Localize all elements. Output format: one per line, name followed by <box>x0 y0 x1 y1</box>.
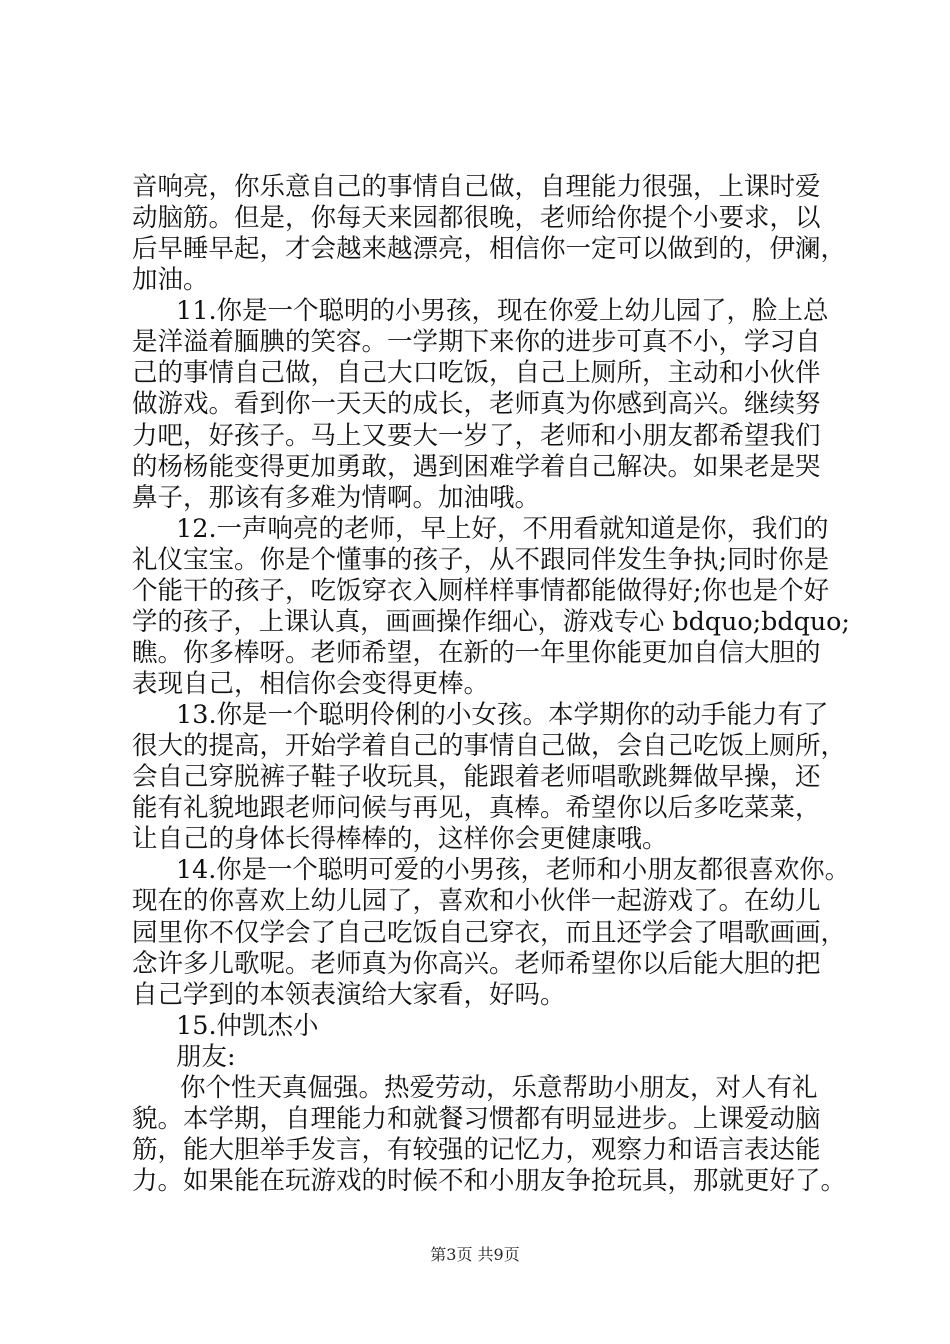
text-line: 个能干的孩子，吃饭穿衣入厕样样事情都能做得好;你也是个好 <box>132 576 830 606</box>
text-line: 做游戏。看到你一天天的成长，老师真为你感到高兴。继续努 <box>132 389 821 419</box>
text-line: 能有礼貌地跟老师问候与再见，真棒。希望你以后多吃菜菜， <box>132 793 821 823</box>
text-line: 朋友: <box>176 1042 236 1072</box>
text-line: 后早睡早起，才会越来越漂亮，相信你一定可以做到的，伊澜， <box>132 234 847 264</box>
text-line: 瞧。你多棒呀。老师希望，在新的一年里你能更加自信大胆的 <box>132 638 821 668</box>
text-line: 你个性天真倔强。热爱劳动，乐意帮助小朋友，对人有礼 <box>180 1073 818 1103</box>
text-line: 14.你是一个聪明可爱的小男孩，老师和小朋友都很喜欢你。 <box>176 855 850 885</box>
text-line: 是洋溢着腼腆的笑容。一学期下来你的进步可真不小，学习自 <box>132 327 821 357</box>
page-number-footer: 第3页 共9页 <box>430 1245 520 1264</box>
text-line: 加油。 <box>132 265 209 295</box>
text-line: 会自己穿脱裤子鞋子收玩具，能跟着老师唱歌跳舞做早操，还 <box>132 762 821 792</box>
text-line: 的杨杨能变得更加勇敢，遇到困难学着自己解决。如果老是哭 <box>132 452 821 482</box>
text-line: 15.仲凯杰小 <box>176 1011 319 1041</box>
text-line: 让自己的身体长得棒棒的，这样你会更健康哦。 <box>132 824 668 854</box>
text-line: 园里你不仅学会了自己吃饭自己穿衣，而且还学会了唱歌画画， <box>132 918 847 948</box>
text-line: 力。如果能在玩游戏的时候不和小朋友争抢玩具，那就更好了。 <box>132 1166 847 1196</box>
text-line: 筋，能大胆举手发言，有较强的记忆力，观察力和语言表达能 <box>132 1135 821 1165</box>
text-line: 学的孩子，上课认真，画画操作细心，游戏专心 bdquo;bdquo; <box>132 607 850 637</box>
text-line: 力吧，好孩子。马上又要大一岁了，老师和小朋友都希望我们 <box>132 421 821 451</box>
text-line: 动脑筋。但是，你每天来园都很晚，老师给你提个小要求，以 <box>132 203 821 233</box>
text-line: 11.你是一个聪明的小男孩，现在你爱上幼儿园了，脸上总 <box>176 296 829 326</box>
text-line: 念许多儿歌呢。老师真为你高兴。老师希望你以后能大胆的把 <box>132 949 821 979</box>
text-line: 己的事情自己做，自己大口吃饭，自己上厕所，主动和小伙伴 <box>132 358 821 388</box>
text-line: 自己学到的本领表演给大家看，好吗。 <box>132 980 566 1010</box>
text-line: 貌。本学期，自理能力和就餐习惯都有明显进步。上课爱动脑 <box>132 1104 821 1134</box>
text-line: 音响亮，你乐意自己的事情自己做，自理能力很强，上课时爱 <box>132 172 821 202</box>
text-line: 很大的提高，开始学着自己的事情自己做，会自己吃饭上厕所， <box>132 731 847 761</box>
text-line: 礼仪宝宝。你是个懂事的孩子，从不跟同伴发生争执;同时你是 <box>132 545 830 575</box>
text-line: 现在的你喜欢上幼儿园了，喜欢和小伙伴一起游戏了。在幼儿 <box>132 886 821 916</box>
text-line: 13.你是一个聪明伶俐的小女孩。本学期你的动手能力有了 <box>176 700 829 730</box>
text-line: 鼻子，那该有多难为情啊。加油哦。 <box>132 483 541 513</box>
text-line: 12.一声响亮的老师，早上好，不用看就知道是你，我们的 <box>176 514 829 544</box>
text-line: 表现自己，相信你会变得更棒。 <box>132 669 490 699</box>
